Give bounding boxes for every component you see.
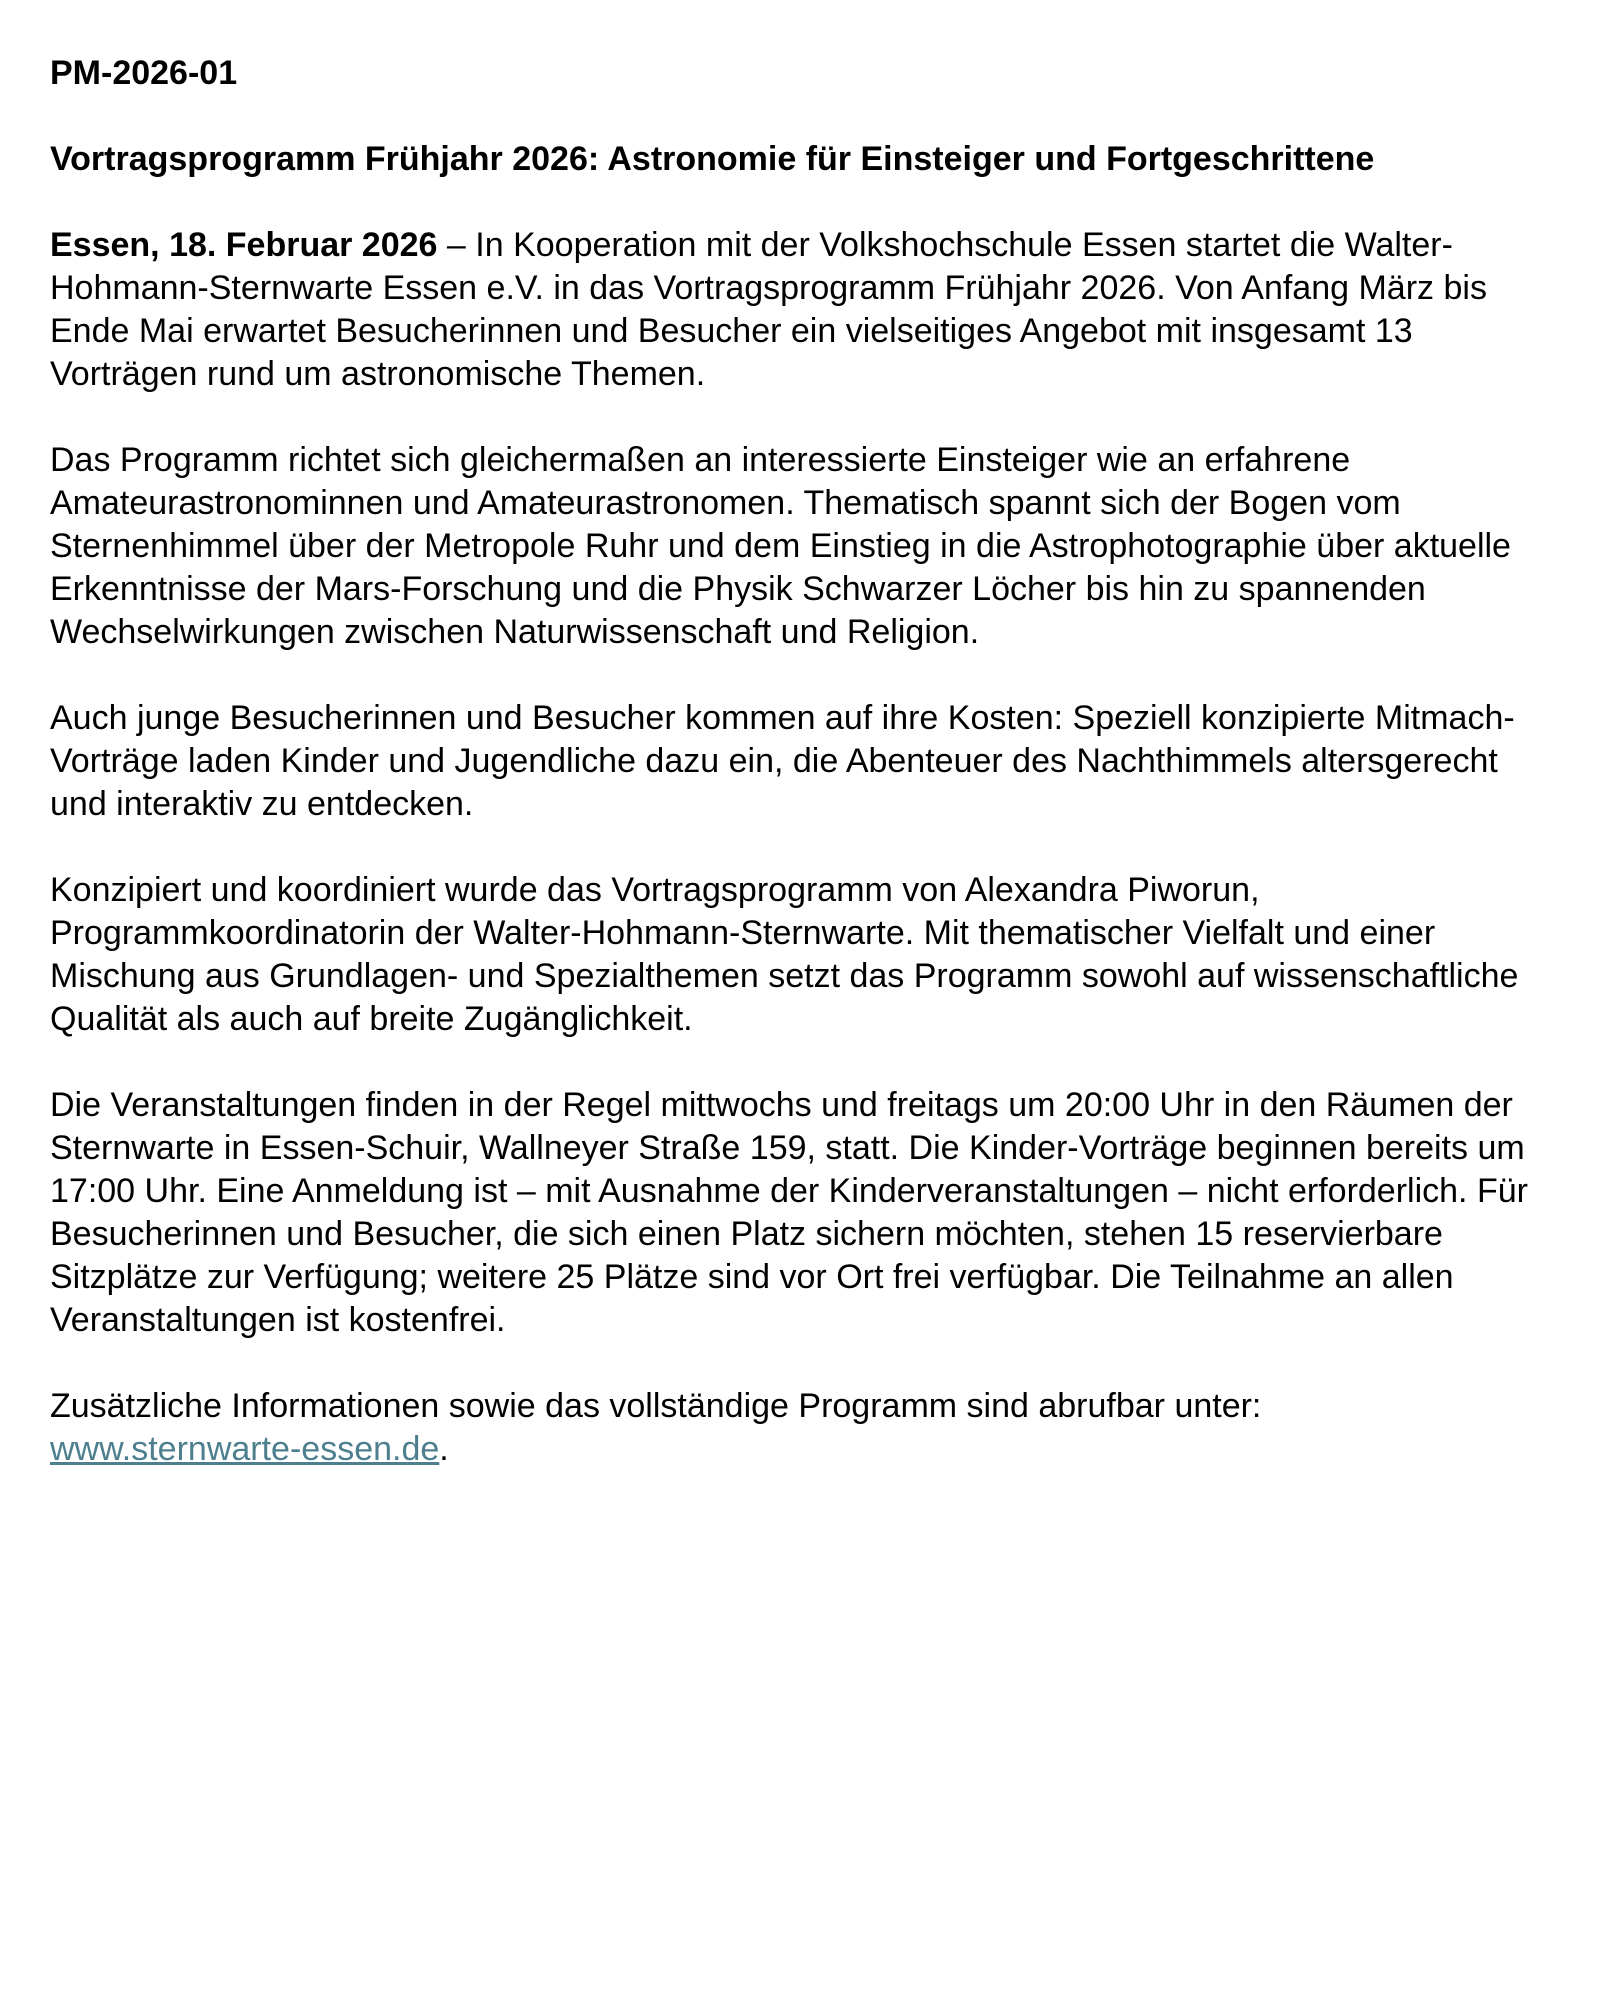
paragraph-event-details: Die Veranstaltungen finden in der Regel mittwochs und freitags um 20:00 Uhr in den Räumen der Sternwarte in Essen-Schuir, Wallneyer Straße 159, statt. Die Kinder-Vorträge beginnen bereits um 17:00 Uhr. Eine Anmeldung ist – mit Ausnahme der Kinderveranstaltungen – nicht erforderlich. Für Besucherinnen und Besucher, die sich einen Platz sichern möchten, stehen 15 reservierbare Sitzplätze zur Verfügung; weitere 25 Plätze sind vor Ort frei verfügbar. Die Teilnahme an allen Veranstaltungen ist kostenfrei. xyxy=(50,1086,1528,1339)
website-link[interactable]: www.sternwarte-essen.de xyxy=(50,1430,440,1468)
dateline: Essen, 18. Februar 2026 xyxy=(50,226,438,264)
document-reference: PM-2026-01 xyxy=(50,54,238,92)
link-suffix-period: . xyxy=(439,1430,449,1468)
paragraph-program-overview: Das Programm richtet sich gleichermaßen an interessierte Einsteiger wie an erfahrene Amateurastronominnen und Amateurastronomen. Thematisch spannt sich der Bogen vom Sternenhimmel über der Metropole Ruhr und dem Einstieg in die Astrophotographie über aktuelle Erkenntnisse der Mars-Forschung und die Physik Schwarzer Löcher bis hin zu spannenden Wechselwirkungen zwischen Naturwissenschaft und Religion. xyxy=(50,441,1511,651)
dateline-separator: – xyxy=(437,226,476,264)
paragraph-intro xyxy=(50,224,1555,396)
paragraph-more-info xyxy=(50,1385,1555,1471)
paragraph-intro-text: In Kooperation mit der Volkshochschule Essen startet die Walter-Hohmann-Sternwarte Essen e.V. in das Vortragsprogramm Frühjahr 2026. Von Anfang März bis Ende Mai erwartet Besucherinnen und Besucher ein vielseitiges Angebot mit insgesamt 13 Vorträgen rund um astronomische Themen. xyxy=(50,226,1487,393)
paragraph-children-offer: Auch junge Besucherinnen und Besucher kommen auf ihre Kosten: Speziell konzipierte Mitmach-Vorträge laden Kinder und Jugendliche dazu ein, die Abenteuer des Nachthimmels altersgerecht und interaktiv zu entdecken. xyxy=(50,699,1515,823)
paragraph-coordinator: Konzipiert und koordiniert wurde das Vortragsprogramm von Alexandra Piworun, Programmkoordinatorin der Walter-Hohmann-Sternwarte. Mit thematischer Vielfalt und einer Mischung aus Grundlagen- und Spezialthemen setzt das Programm sowohl auf wissenschaftliche Qualität als auch auf breite Zugänglichkeit. xyxy=(50,871,1519,1038)
headline: Vortragsprogramm Frühjahr 2026: Astronomie für Einsteiger und Fortgeschrittene xyxy=(50,140,1375,178)
more-info-text: Zusätzliche Informationen sowie das vollständige Programm sind abrufbar unter: xyxy=(50,1387,1262,1425)
